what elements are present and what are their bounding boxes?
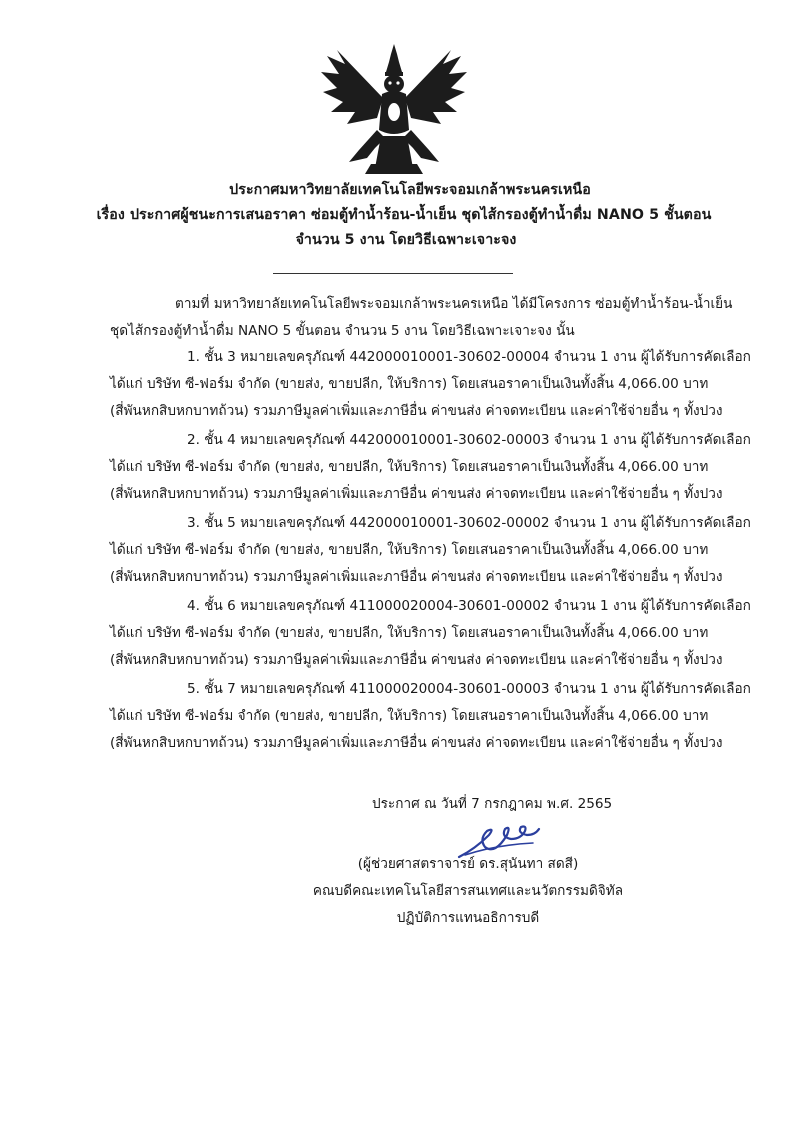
document-count: จำนวน 5 งาน โดยวิธีเฉพาะเจาะจง bbox=[295, 232, 517, 248]
item-line: 1. ชั้น 3 หมายเลขครุภัณฑ์ 442000010001-30602-00004 จำนวน 1 งาน ผู้ได้รับการคัดเลือก bbox=[187, 349, 751, 365]
item-line: ได้แก่ บริษัท ซี-ฟอร์ม จำกัด (ขายส่ง, ขายปลีก, ให้บริการ) โดยเสนอราคาเป็นเงินทั้งสิ้น 4,066.00 บาท bbox=[110, 708, 709, 724]
signer-name: (ผู้ช่วยศาสตราจารย์ ดร.สุนันทา สดสี) bbox=[357, 856, 579, 872]
signer-block bbox=[298, 851, 638, 932]
item-line: ได้แก่ บริษัท ซี-ฟอร์ม จำกัด (ขายส่ง, ขายปลีก, ให้บริการ) โดยเสนอราคาเป็นเงินทั้งสิ้น 4,066.00 บาท bbox=[110, 625, 709, 641]
item-line: ได้แก่ บริษัท ซี-ฟอร์ม จำกัด (ขายส่ง, ขายปลีก, ให้บริการ) โดยเสนอราคาเป็นเงินทั้งสิ้น 4,066.00 บาท bbox=[110, 542, 709, 558]
intro-line: ชุดไส้กรองตู้ทำน้ำดื่ม NANO 5 ขั้นตอน จำนวน 5 งาน โดยวิธีเฉพาะเจาะจง นั้น bbox=[110, 323, 575, 339]
item-line: (สี่พันหกสิบหกบาทถ้วน) รวมภาษีมูลค่าเพิ่มและภาษีอื่น ค่าขนส่ง ค่าจดทะเบียน และค่าใช้จ่ายอื่น ๆ ทั้งปวง bbox=[110, 486, 723, 502]
item-line: 4. ชั้น 6 หมายเลขครุภัณฑ์ 411000020004-30601-00002 จำนวน 1 งาน ผู้ได้รับการคัดเลือก bbox=[187, 598, 751, 614]
item-line: (สี่พันหกสิบหกบาทถ้วน) รวมภาษีมูลค่าเพิ่มและภาษีอื่น ค่าขนส่ง ค่าจดทะเบียน และค่าใช้จ่ายอื่น ๆ ทั้งปวง bbox=[110, 652, 723, 668]
item-line: (สี่พันหกสิบหกบาทถ้วน) รวมภาษีมูลค่าเพิ่มและภาษีอื่น ค่าขนส่ง ค่าจดทะเบียน และค่าใช้จ่ายอื่น ๆ ทั้งปวง bbox=[110, 735, 723, 751]
signer-position: คณบดีคณะเทคโนโลยีสารสนเทศและนวัตกรรมดิจิทัล bbox=[312, 883, 624, 899]
item-line: 2. ชั้น 4 หมายเลขครุภัณฑ์ 442000010001-30602-00003 จำนวน 1 งาน ผู้ได้รับการคัดเลือก bbox=[187, 432, 751, 448]
intro-paragraph bbox=[110, 291, 740, 345]
intro-line: ตามที่ มหาวิทยาลัยเทคโนโลยีพระจอมเกล้าพระนครเหนือ ได้มีโครงการ ซ่อมตู้ทำน้ำร้อน-น้ำเย็น bbox=[175, 296, 733, 312]
item-line: 3. ชั้น 5 หมายเลขครุภัณฑ์ 442000010001-30602-00002 จำนวน 1 งาน ผู้ได้รับการคัดเลือก bbox=[187, 515, 751, 531]
header-divider bbox=[273, 273, 513, 274]
document-title: ประกาศมหาวิทยาลัยเทคโนโลยีพระจอมเกล้าพระนครเหนือ bbox=[229, 182, 591, 198]
winner-list bbox=[110, 344, 751, 759]
winner-item bbox=[110, 676, 751, 759]
item-line: (สี่พันหกสิบหกบาทถ้วน) รวมภาษีมูลค่าเพิ่มและภาษีอื่น ค่าขนส่ง ค่าจดทะเบียน และค่าใช้จ่ายอื่น ๆ ทั้งปวง bbox=[110, 569, 723, 585]
item-line: ได้แก่ บริษัท ซี-ฟอร์ม จำกัด (ขายส่ง, ขายปลีก, ให้บริการ) โดยเสนอราคาเป็นเงินทั้งสิ้น 4,066.00 บาท bbox=[110, 459, 709, 475]
document-header bbox=[0, 178, 798, 253]
garuda-emblem-icon bbox=[319, 42, 469, 174]
document-subject: เรื่อง ประกาศผู้ชนะการเสนอราคา ซ่อมตู้ทำน้ำร้อน-น้ำเย็น ชุดไส้กรองตู้ทำน้ำดื่ม NANO 5 ชั้นตอน bbox=[96, 207, 712, 223]
signer-acting: ปฏิบัติการแทนอธิการบดี bbox=[396, 910, 540, 926]
winner-item bbox=[110, 510, 751, 593]
item-line: ได้แก่ บริษัท ซี-ฟอร์ม จำกัด (ขายส่ง, ขายปลีก, ให้บริการ) โดยเสนอราคาเป็นเงินทั้งสิ้น 4,066.00 บาท bbox=[110, 376, 709, 392]
item-line: 5. ชั้น 7 หมายเลขครุภัณฑ์ 411000020004-30601-00003 จำนวน 1 งาน ผู้ได้รับการคัดเลือก bbox=[187, 681, 751, 697]
winner-item bbox=[110, 344, 751, 427]
winner-item bbox=[110, 427, 751, 510]
winner-item bbox=[110, 593, 751, 676]
item-line: (สี่พันหกสิบหกบาทถ้วน) รวมภาษีมูลค่าเพิ่มและภาษีอื่น ค่าขนส่ง ค่าจดทะเบียน และค่าใช้จ่ายอื่น ๆ ทั้งปวง bbox=[110, 403, 723, 419]
announcement-date: ประกาศ ณ วันที่ 7 กรกฎาคม พ.ศ. 2565 bbox=[372, 796, 613, 812]
